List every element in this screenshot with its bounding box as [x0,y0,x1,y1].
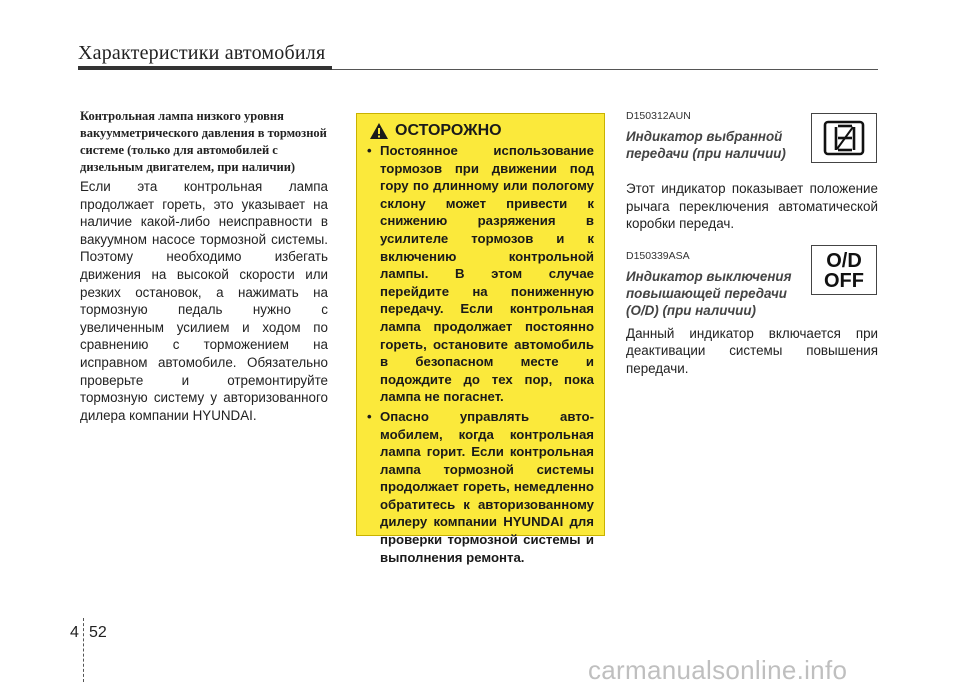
header-rule-thin [332,69,878,70]
chapter-number: 4 [70,624,79,641]
gear-indicator-block [626,110,802,162]
warning-item-text: Опасно управлять авто-мобилем, когда контрольная лампа горит. Если контрольная лампа тормозной системы продолжает гореть, немедленно обратитесь к авторизованному дилеру компании HYUNDAI для проверки тормозной системы и выполнения ремонта. [380,408,594,565]
od-off-line2: OFF [824,270,864,292]
footer-divider [83,618,84,682]
page-header-title: Характеристики автомобиля [78,42,326,64]
vacuum-lamp-body: Если эта контрольная лампа продолжает гореть, это указывает на наличие какой-либо неисправности в вакуумном насосе тормозной системы. Поэтому необходимо избегать движения на высокой скорости или резких остановок, а нажимать на тормозную педаль нужно с увеличенным усилием и ходом по сравнению с торможением на исправном автомобиле. Обязательно проверьте и отремонтируйте тормозную систему у авторизованного дилера компании HYUNDAI. [80,179,328,423]
od-off-code: D150339ASA [626,249,690,262]
gear-position-indicator-icon [811,113,877,163]
warning-list [367,142,594,566]
gear-indicator-code: D150312AUN [626,110,691,122]
od-off-line1: O/D [826,250,862,272]
gear-indicator-glyph [812,114,876,162]
warning-triangle-icon [369,122,389,140]
od-off-heading: Индикатор выключения повышающей передачи (O/D) (при наличии) [626,268,792,318]
watermark: carmanualsonline.info [588,655,848,685]
gear-indicator-heading: Индикатор выбранной передачи (при наличии) [626,129,786,161]
warning-header [369,122,594,140]
header-rule-thick [78,66,332,70]
page-number: 52 [89,624,107,641]
warning-title: ОСТОРОЖНО [395,122,502,139]
warning-item: • Постоянное использование тормозов при движении под гору по длинному или пологому склону может привести к снижению разряжения в усилителе тормозов и к включению контрольной лампы. В этом случае перейдите на пониженную передачу. Если контрольная лампа продолжает постоянно гореть, остановите автомобиль в безопасном месте и подождите до тех пор, пока лампа не погаснет. [367,143,594,405]
gear-indicator-body: Этот индикатор показывает положение рычага переключения автоматической коробки передач. [626,181,878,232]
vacuum-lamp-heading: Контрольная лампа низкого уровня вакуумметрического давления в тормозной системе (только для автомобилей с дизельным двигателем, при наличии) [80,109,327,174]
warning-box [356,113,605,565]
warning-item-text: Постоянное использование тормозов при движении под гору по длинному или пологому склону может привести к снижению разряжения в усилителе тормозов и к включению контрольной лампы. В этом случае перейдите на пониженную передачу. Если контрольная лампа продолжает постоянно гореть, остановите автомобиль в безопасном месте и подождите до тех пор, пока лампа не погаснет. [380,143,594,405]
left-column [80,108,328,424]
od-off-indicator-icon [811,245,877,295]
od-off-body: Данный индикатор включается при деактивации системы повышения передачи. [626,325,878,376]
warning-item: • Опасно управлять авто-мобилем, когда контрольная лампа горит. Если контрольная лампа тормозной системы продолжает гореть, немедленно обратитесь к авторизованному дилеру компании HYUNDAI для проверки тормозной системы и выполнения ремонта. [367,408,594,565]
od-off-block [626,250,802,319]
